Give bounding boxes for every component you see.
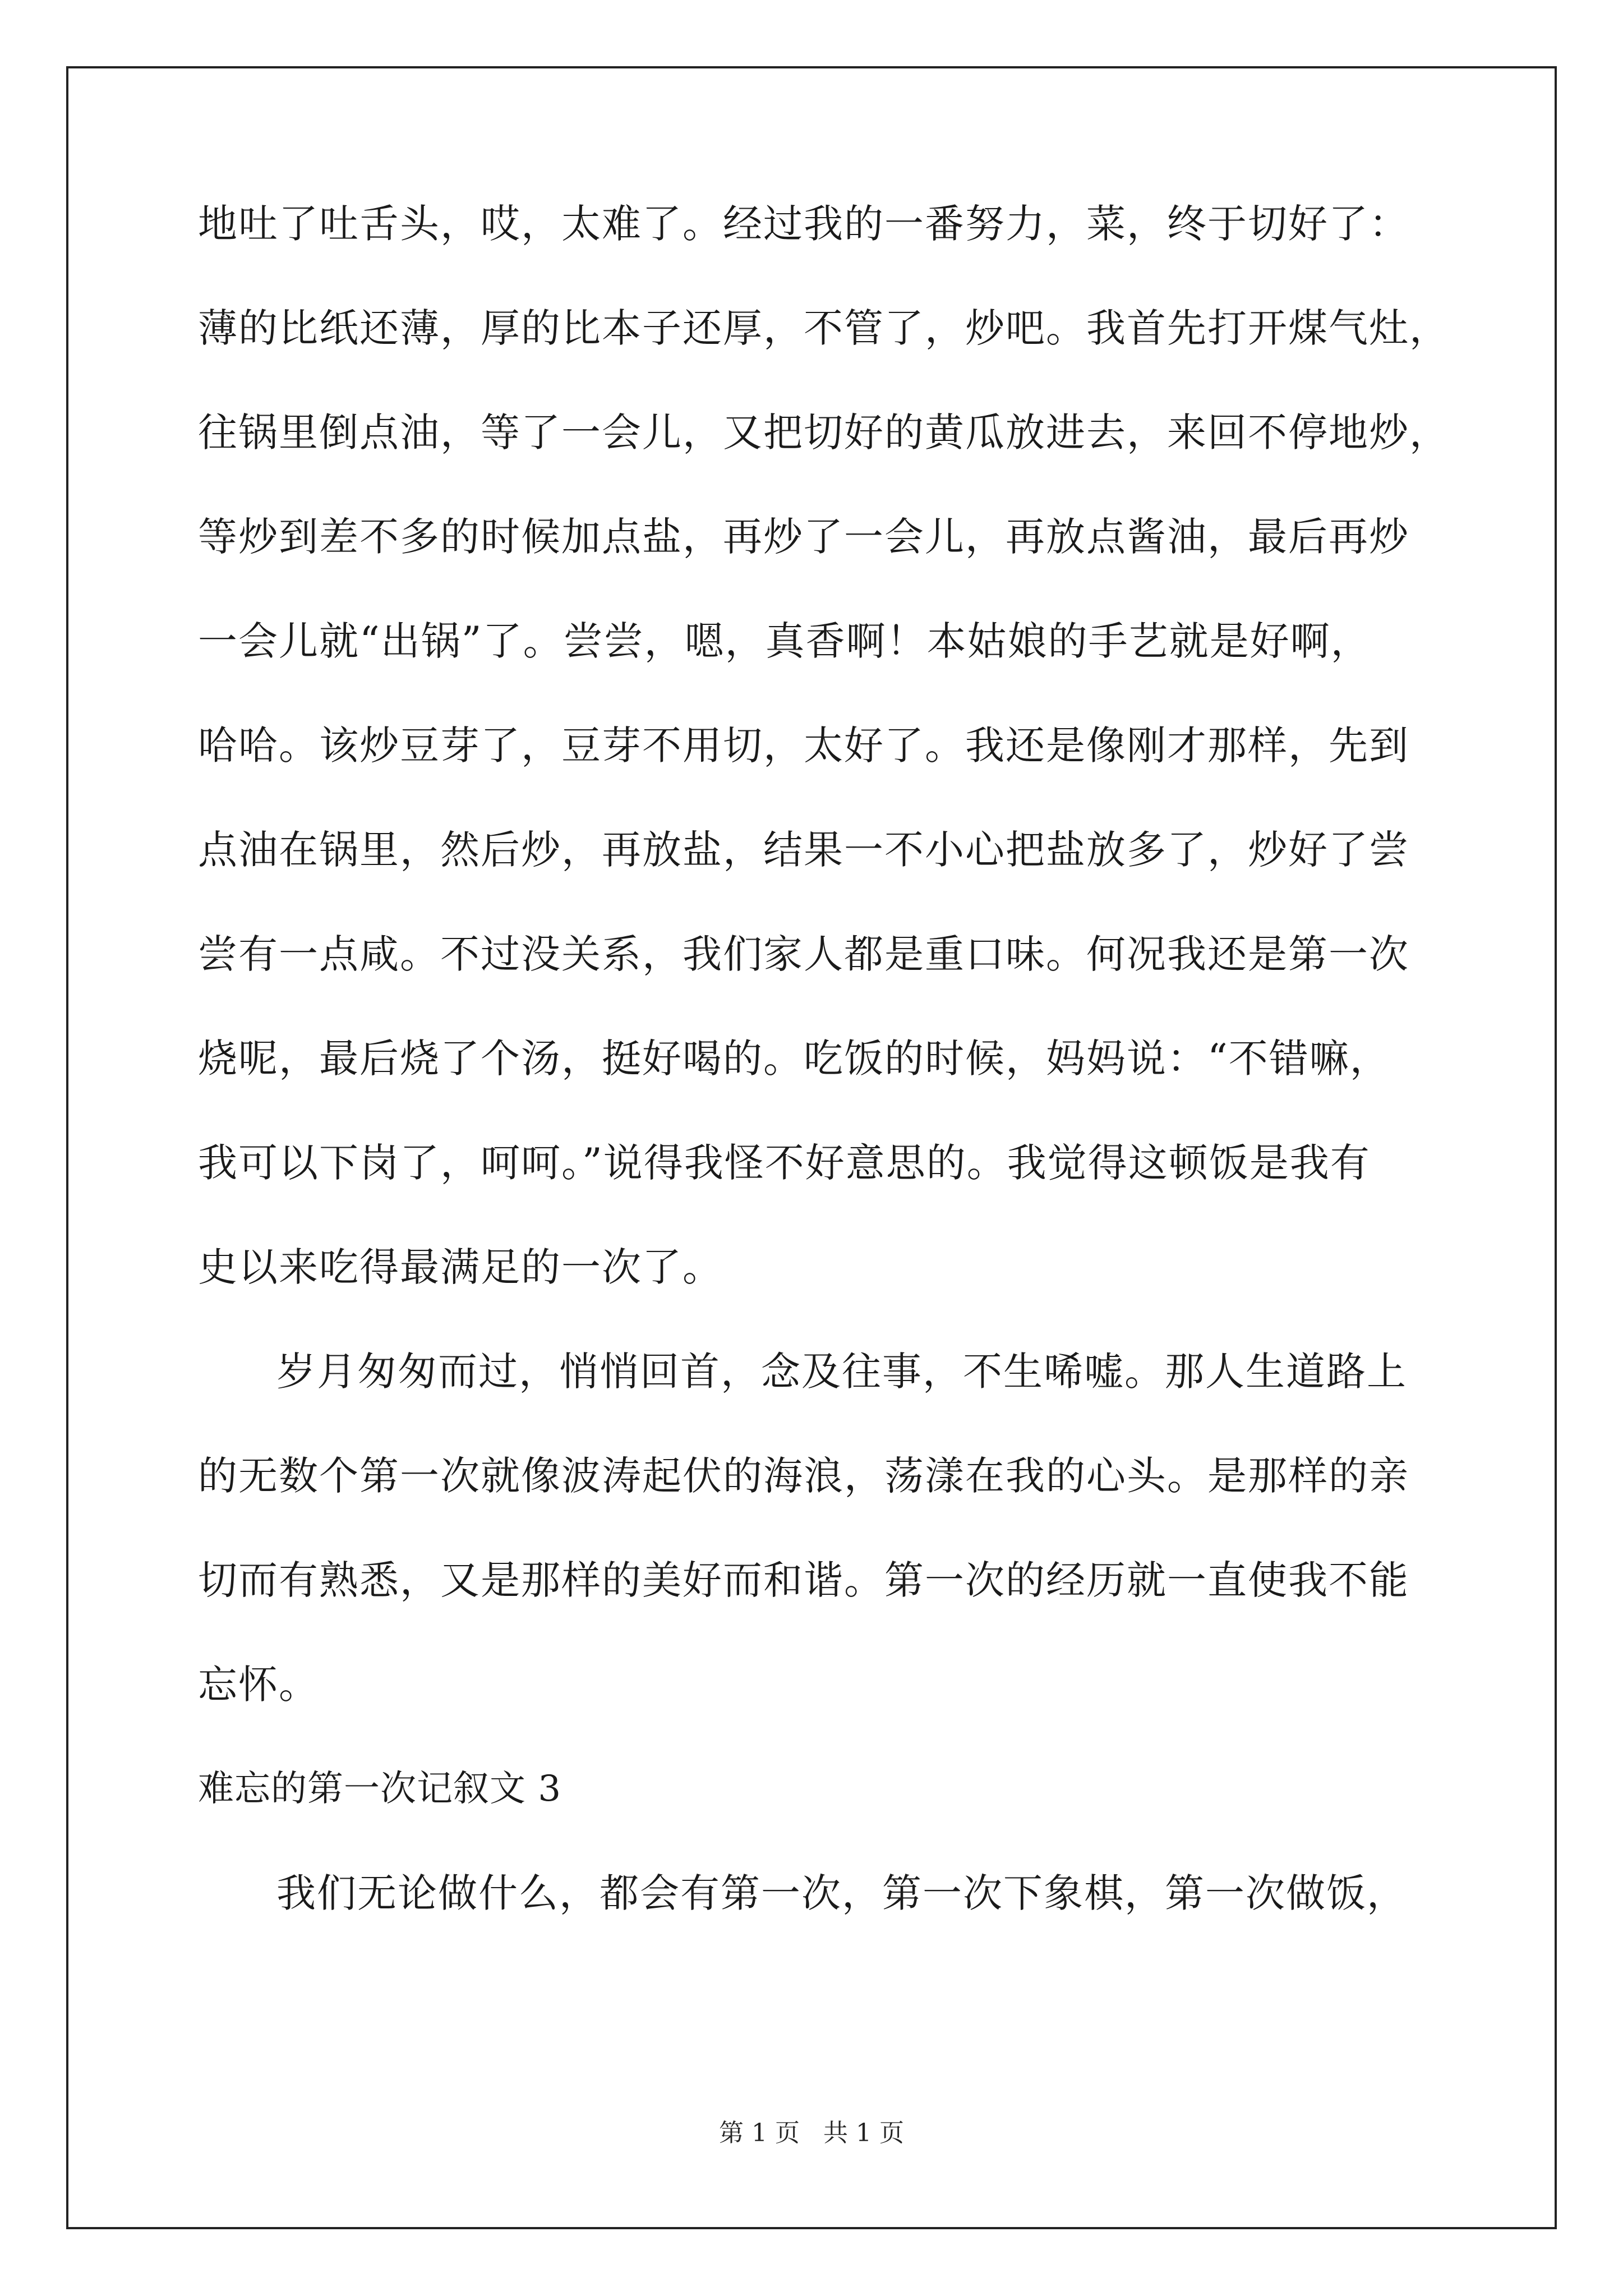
text-line: 地吐了吐舌头，哎，太难了。经过我的一番努力，菜，终于切好了：: [198, 201, 1409, 247]
text-line: 史以来吃得最满足的一次了。: [198, 1244, 723, 1290]
text-line: 尝有一点咸。不过没关系，我们家人都是重口味。何况我还是第一次: [198, 931, 1409, 977]
text-line: 我可以下岗了，呵呵。”说得我怪不好意思的。我觉得这顿饭是我有: [198, 1140, 1371, 1186]
text-line: 的无数个第一次就像波涛起伏的海浪，荡漾在我的心头。是那样的亲: [198, 1453, 1409, 1499]
text-line: 等炒到差不多的时候加点盐，再炒了一会儿，再放点酱油，最后再炒: [198, 514, 1409, 560]
paragraph-start-line: 岁月匆匆而过，悄悄回首，念及往事，不生唏嘘。那人生道路上: [276, 1349, 1407, 1395]
page-footer: 第 1 页 共 1 页: [719, 2119, 904, 2147]
text-line: 往锅里倒点油，等了一会儿，又把切好的黄瓜放进去，来回不停地炒，: [198, 409, 1450, 455]
text-line: 一会儿就“出锅”了。尝尝，嗯，真香啊！本姑娘的手艺就是好啊，: [198, 618, 1371, 664]
paragraph-start-line: 我们无论做什么，都会有第一次，第一次下象棋，第一次做饭，: [276, 1870, 1407, 1916]
section-heading: 难忘的第一次记叙文 3: [198, 1768, 562, 1810]
text-line: 切而有熟悉，又是那样的美好而和谐。第一次的经历就一直使我不能: [198, 1557, 1409, 1603]
text-line: 薄的比纸还薄，厚的比本子还厚，不管了，炒吧。我首先打开煤气灶，: [198, 305, 1450, 351]
text-line: 忘怀。: [198, 1662, 319, 1708]
text-line: 烧呢，最后烧了个汤，挺好喝的。吃饭的时候，妈妈说：“不错嘛，: [198, 1036, 1390, 1082]
text-line: 哈哈。该炒豆芽了，豆芽不用切，太好了。我还是像刚才那样，先到: [198, 723, 1409, 769]
document-body: [198, 201, 1450, 1978]
text-line: 点油在锅里，然后炒，再放盐，结果一不小心把盐放多了，炒好了尝: [198, 827, 1409, 873]
